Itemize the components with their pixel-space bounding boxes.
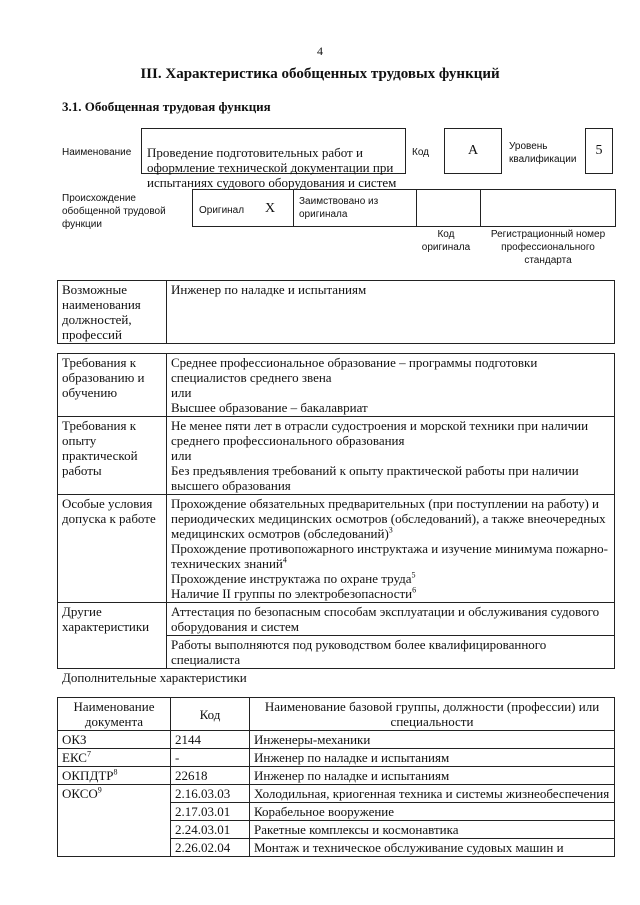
- education-value: [167, 354, 615, 417]
- footnote-ref: 3: [388, 525, 393, 535]
- page-number: 4: [317, 44, 323, 58]
- level-value: 5: [595, 143, 603, 158]
- code-cell: 22618: [171, 767, 250, 785]
- positions-table: [57, 280, 615, 344]
- positions-value: Инженер по наладке и испытаниям: [167, 281, 615, 344]
- special-conditions-row: [58, 495, 615, 603]
- experience-row: [58, 417, 615, 495]
- other-characteristic: Аттестация по безопасным способам эксплуатации и обслуживания судового оборудования и систем: [167, 603, 615, 636]
- doc-cell: [58, 785, 171, 857]
- experience-value: [167, 417, 615, 495]
- experience-label: Требования к опыту практической работы: [58, 417, 167, 495]
- requirements-table: [57, 353, 615, 669]
- positions-label: Возможные наименования должностей, профессий: [58, 281, 167, 344]
- origin-table: [192, 189, 616, 227]
- special-conditions-value: [167, 495, 615, 603]
- code-cell: -: [171, 749, 250, 767]
- experience-line: Не менее пяти лет в отрасли судостроения и морской техники при наличии среднего профессионального образования: [171, 418, 589, 448]
- experience-line: Без предъявления требований к опыту практической работы при наличии высшего образования: [171, 463, 579, 493]
- doc-name: ОКПДТР: [62, 768, 114, 783]
- code-cell: 2.17.03.01: [171, 803, 250, 821]
- code-cell: 2.24.03.01: [171, 821, 250, 839]
- code-value: А: [467, 143, 479, 158]
- doc-cell: [58, 767, 171, 785]
- level-label: Уровень квалификации: [509, 141, 577, 165]
- name-cell: Инженер по наладке и испытаниям: [250, 749, 615, 767]
- condition-line: Наличие II группы по электробезопасности: [171, 586, 413, 601]
- table-row: [58, 749, 615, 767]
- condition-line: Прохождение инструктажа по охране труда: [171, 571, 412, 586]
- header-name: Наименование базовой группы, должности (профессии) или специальности: [250, 698, 615, 731]
- name-cell: Холодильная, криогенная техника и системы жизнеобеспечения: [250, 785, 615, 803]
- reg-number-label: Регистрационный номер профессионального стандарта: [490, 229, 606, 266]
- additional-title: Дополнительные характеристики: [62, 670, 247, 685]
- other-characteristics-label: Другие характеристики: [58, 603, 167, 669]
- additional-header-row: [58, 698, 615, 731]
- education-row: [58, 354, 615, 417]
- name-cell: Монтаж и техническое обслуживание судовых машин и: [250, 839, 615, 857]
- section-title: III. Характеристика обобщенных трудовых функций: [140, 66, 500, 82]
- level-box: [585, 128, 613, 174]
- footnote-ref: 8: [113, 767, 118, 777]
- name-cell: Инженеры-механики: [250, 731, 615, 749]
- code-box: [444, 128, 502, 174]
- footnote-ref: 7: [86, 749, 91, 759]
- doc-name: ОКСО: [62, 786, 98, 801]
- table-row: [58, 767, 615, 785]
- function-name-value: Проведение подготовительных работ и оформление технической документации при испытаниях судового оборудования и систем: [147, 145, 397, 190]
- code-original-label: Код оригинала: [421, 229, 471, 253]
- name-label: Наименование: [62, 147, 132, 158]
- original-label: Оригинал: [199, 205, 245, 216]
- code-cell: 2144: [171, 731, 250, 749]
- original-mark: Х: [265, 201, 276, 216]
- education-line: Высшее образование – бакалавриат: [171, 400, 368, 415]
- doc-cell: [58, 731, 171, 749]
- footnote-ref: 6: [412, 585, 417, 595]
- name-cell: Ракетные комплексы и космонавтика: [250, 821, 615, 839]
- name-cell: Инженер по наладке и испытаниям: [250, 767, 615, 785]
- doc-cell: [58, 749, 171, 767]
- footnote-ref: 5: [411, 570, 416, 580]
- header-code: Код: [171, 698, 250, 731]
- subsection-title: 3.1. Обобщенная трудовая функция: [62, 99, 271, 114]
- origin-label: Происхождение обобщенной трудовой функции: [62, 193, 166, 230]
- education-line: Среднее профессиональное образование – программы подготовки специалистов среднего звена: [171, 355, 538, 385]
- table-row: [58, 731, 615, 749]
- table-row: [58, 785, 615, 803]
- experience-line: или: [171, 448, 192, 463]
- education-line: или: [171, 385, 192, 400]
- special-conditions-label: Особые условия допуска к работе: [58, 495, 167, 603]
- header-document: Наименование документа: [58, 698, 171, 731]
- code-cell: 2.26.02.04: [171, 839, 250, 857]
- education-label: Требования к образованию и обучению: [58, 354, 167, 417]
- footnote-ref: 4: [282, 555, 287, 565]
- name-cell: Корабельное вооружение: [250, 803, 615, 821]
- condition-line: Прохождение обязательных предварительных (при поступлении на работу) и периодических медицинских осмотров (обследований), а также внеочередных медицинских осмотров (обследований): [171, 496, 606, 541]
- condition-line: Прохождение противопожарного инструктажа и изучение минимума пожарно- технических знаний: [171, 541, 608, 571]
- other-characteristic: Работы выполняются под руководством более квалифицированного специалиста: [167, 636, 615, 669]
- code-label: Код: [412, 147, 430, 158]
- footnote-ref: 9: [97, 785, 102, 795]
- doc-name: ЕКС: [62, 750, 87, 765]
- other-characteristics-row: [58, 603, 615, 636]
- borrowed-label: Заимствовано из оригинала: [299, 196, 379, 220]
- function-name-box: [141, 128, 406, 190]
- additional-table: [57, 697, 615, 857]
- code-cell: 2.16.03.03: [171, 785, 250, 803]
- doc-name: ОКЗ: [62, 732, 87, 747]
